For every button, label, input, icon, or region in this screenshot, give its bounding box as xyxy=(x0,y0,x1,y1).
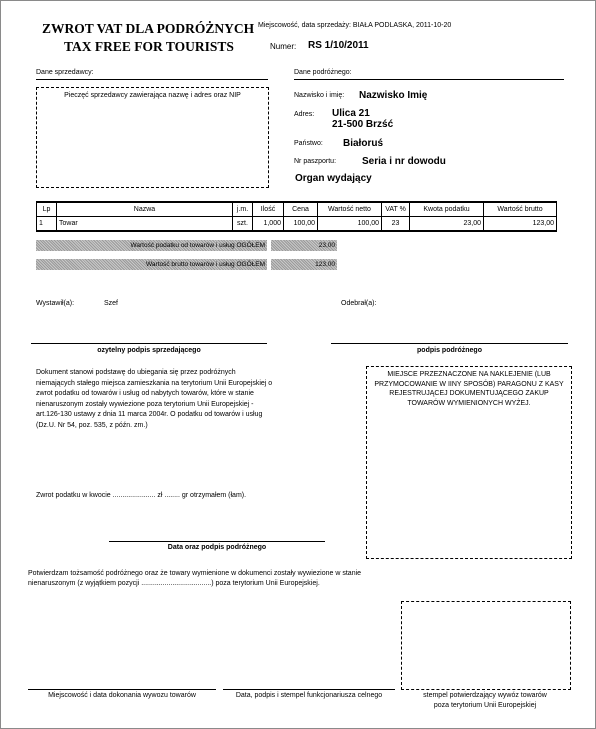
column-header: VAT % xyxy=(382,202,410,217)
title-english: TAX FREE FOR TOURISTS xyxy=(64,39,234,54)
document-number: RS 1/10/2011 xyxy=(308,40,369,51)
export-place-date-caption: Miejscowość i data dokonania wywozu towarów xyxy=(48,692,196,699)
cell-unit: szt. xyxy=(233,217,253,232)
refund-signature-line xyxy=(109,541,325,542)
country-value: Białoruś xyxy=(343,138,384,149)
traveler-signature-caption: podpis podróżnego xyxy=(417,347,482,354)
receipt-attachment-box xyxy=(366,366,572,559)
refund-signature-caption: Data oraz podpis podróżnego xyxy=(167,544,267,551)
cell-gross-value: 123,00 xyxy=(484,217,557,232)
export-stamp-caption-2: poza terytorium Unii Europejskiej xyxy=(433,702,537,709)
traveler-name: Nazwisko Imię xyxy=(359,90,428,101)
seller-label: Dane sprzedawcy: xyxy=(36,69,94,76)
column-header: Wartość brutto xyxy=(484,202,557,217)
place-date-of-sale: Miejscowość, data sprzedaży: BIAŁA PODLASKA, 2011-10-20 xyxy=(258,22,452,29)
tax-total-value: 23,00 xyxy=(271,240,337,251)
address-label: Adres: xyxy=(294,111,315,118)
column-header: j.m. xyxy=(233,202,253,217)
customs-officer-line xyxy=(223,689,395,690)
issued-by-label: Wystawił(a): xyxy=(36,300,75,307)
column-header: Wartość netto xyxy=(318,202,382,217)
received-by-label: Odebrał(a): xyxy=(341,300,377,307)
customs-confirmation-text: Potwierdzam tożsamość podróżnego oraz że towary wymienione w dokumenci zostały wywiezione w stanie nienaruszonym (z wyjątkiem pozycji ....................................) poza terytorium Unii Europejskiej. xyxy=(28,570,362,587)
number-label: Numer: xyxy=(270,42,297,51)
gross-total-label: Wartość brutto towarów i usług OGÓŁEM xyxy=(36,259,267,270)
seller-stamp-text: Pieczęć sprzedawcy zawierająca nazwę i adres oraz NIP xyxy=(64,92,241,99)
traveler-label: Dane podróżnego: xyxy=(294,69,352,76)
traveler-underline xyxy=(294,79,564,80)
table-row xyxy=(37,217,557,232)
seller-signature-caption: ozytelny podpis sprzedającego xyxy=(97,347,201,354)
passport-issuer: Organ wydający xyxy=(295,173,372,184)
column-header: Cena xyxy=(284,202,318,217)
column-header: Ilość xyxy=(253,202,284,217)
cell-net-value: 100,00 xyxy=(318,217,382,232)
cell-name: Towar xyxy=(57,217,233,232)
customs-stamp-box xyxy=(401,601,571,690)
customs-officer-caption: Data, podpis i stempel funkcjonariusza celnego xyxy=(235,692,383,699)
cell-lp: 1 xyxy=(37,217,57,232)
title-polish: ZWROT VAT DLA PODRÓŻNYCH xyxy=(42,21,255,36)
seller-underline xyxy=(36,79,268,80)
cell-tax-amount: 23,00 xyxy=(410,217,484,232)
column-header: Lp xyxy=(37,202,57,217)
seller-signature-line xyxy=(31,343,267,344)
column-header: Kwota podatku xyxy=(410,202,484,217)
traveler-signature-line xyxy=(331,343,568,344)
cell-quantity: 1,000 xyxy=(253,217,284,232)
passport-value: Seria i nr dowodu xyxy=(362,156,446,167)
country-label: Państwo: xyxy=(294,140,323,147)
table-header-row xyxy=(37,202,557,217)
name-label: Nazwisko i imię: xyxy=(294,92,345,99)
receipt-box-text: MIEJSCE PRZEZNACZONE NA NAKLEJENIE (LUB PRZYMOCOWANIE W IINY SPOSÓB) PARAGONU Z KASY REJESTRUJĄCEJ DOKUMENTUJĄCEGO ZAKUP TOWARÓW WYMIENIONYCH WYŻEJ. xyxy=(374,371,564,407)
legal-basis-text: Dokument stanowi podstawę do ubiegania się przez podróżnych niemających stałego miejsca zamieszkania na terytorium Unii Europejskiej o zwrot podatku od towarów i usług od nabytych towarów, które w stanie nienaruszonym zostały wywiezione poza terytorium Unii Europejskiej - art.126-130 ustawy z dnia 11 marca 2004r. O podatku od towarów i usług (Dz.U. Nr 54, poz. 535, z późn. zm.) xyxy=(36,369,273,429)
cell-price: 100,00 xyxy=(284,217,318,232)
items-table xyxy=(36,201,557,232)
tax-total-label: Wartość podatku od towarów i usług OGÓŁEM xyxy=(36,240,267,251)
issued-by-value: Szef xyxy=(104,300,119,307)
gross-total-value: 123,00 xyxy=(271,259,337,270)
column-header: Nazwa xyxy=(57,202,233,217)
refund-amount-text: Zwrot podatku w kwocie ...................... zł ........ gr otrzymałem (łam). xyxy=(36,492,247,499)
seller-stamp-box xyxy=(36,87,269,188)
export-stamp-caption-1: stempel potwierdzający wywóz towarów xyxy=(423,692,547,699)
passport-label: Nr paszportu: xyxy=(294,158,337,165)
address-line1: Ulica 21 xyxy=(332,108,370,119)
cell-vat-rate: 23 xyxy=(382,217,410,232)
address-line2: 21-500 Brzść xyxy=(332,119,394,130)
export-place-date-line xyxy=(28,689,216,690)
